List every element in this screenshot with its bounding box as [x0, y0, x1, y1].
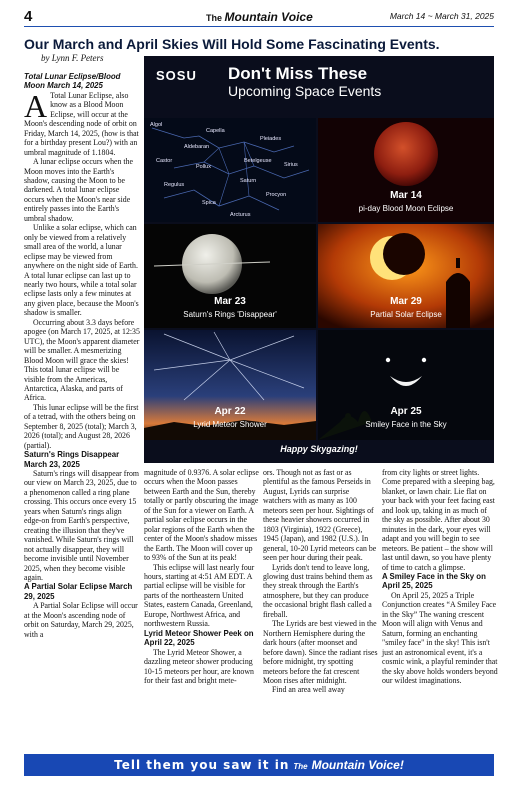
column-3: [263, 468, 379, 695]
footer-banner: [24, 754, 494, 776]
star-label: Betelgeuse: [244, 158, 272, 164]
column-4: [382, 468, 498, 685]
star-label: Aldebaran: [184, 144, 210, 150]
smiley-face-tile: [318, 330, 494, 440]
saturn-heading: Saturn's Rings Disappear March 23, 2025: [24, 450, 120, 469]
column-2: [144, 468, 260, 685]
star-label: Castor: [156, 158, 173, 164]
star-label: Pollux: [196, 164, 211, 170]
partial-paragraph-2: This eclipse will last nearly four hours, starting at 4:51 AM EDT. A partial eclipse will be visible for parts of the northeastern United States, eastern Canada, Greenland, Europe, Northwest Africa, and northwestern Russia.: [144, 562, 255, 629]
banner-mast: Mountain Voice!: [311, 758, 404, 772]
lyrid-paragraph-2: Lyrids don't tend to leave long, glowing dust trains behind them as they streak through the Earth's atmosphere, but they can produce the occasional bright flash called a fireball.: [263, 562, 373, 619]
event-name: Lyrid Meteor Shower: [193, 420, 267, 429]
event-name: pi-day Blood Moon Eclipse: [358, 204, 454, 213]
event-date: Apr 22: [214, 406, 246, 417]
poster-logo: SOSU: [156, 68, 197, 83]
star-label: Procyon: [266, 192, 287, 198]
star-label: Spica: [202, 200, 216, 206]
smiley-heading: A Smiley Face in the Sky on April 25, 2025: [382, 571, 486, 591]
meteor-shower-tile: [144, 330, 316, 440]
masthead: [206, 10, 313, 24]
smiley-paragraph-1: On April 25, 2025 a Triple Conjunction creates “A Smiley Face in the Sky” The waning crescent Moon will align with Venus and Saturn, forming an enchanting "smiley face" in the sky! This isn't just an astronomical event, it's a cosmic wink, a playful reminder that the sky above holds wonders beyond our wildest imaginations.: [382, 590, 498, 685]
star-label: Regulus: [164, 182, 185, 188]
masthead-title: Mountain Voice: [224, 10, 313, 24]
lyrid-paragraph-1: The Lyrid Meteor Shower, a dazzling meteor shower producing 10-15 meteors per hour, are known for their fast and bright mete-: [144, 647, 254, 685]
page-number: 4: [24, 8, 33, 25]
event-name: Saturn's Rings 'Disappear': [183, 310, 277, 319]
event-date: Mar 14: [390, 190, 422, 201]
star-chart-lines: [144, 118, 316, 222]
lyrid-paragraph-4: Find an area well away: [272, 685, 345, 695]
banner-mast-prefix: The: [293, 762, 308, 771]
star-label: Saturn: [240, 178, 257, 184]
column-1: [24, 72, 140, 639]
blood-moon-tile: [318, 118, 494, 222]
star-chart-tile: [144, 118, 316, 222]
star-label: Capella: [206, 128, 225, 134]
lyrid-paragraph-3: The Lyrids are best viewed in the Northern Hemisphere during the dark hours (after moonset and before dawn). Since the radiant rises before midnight, try spotting meteors before the fat crescent Moon rises after midnight.: [263, 619, 378, 685]
poster-footer: Happy Skygazing!: [280, 444, 358, 454]
solar-eclipse-tile: [318, 224, 494, 328]
space-events-poster: [144, 56, 494, 463]
event-date: Mar 29: [390, 296, 422, 307]
star-label: Arcturus: [230, 212, 251, 218]
drop-cap: A: [24, 87, 48, 124]
issue-date: March 14 ~ March 31, 2025: [389, 11, 494, 21]
lunar-paragraph-2: A lunar eclipse occurs when the Moon moves into the Earth's shadow, causing the Moon to be darkened. A total lunar eclipse occurs when the Moon's near side entirely passes into the Earth's umbral shadow.: [24, 157, 133, 223]
lunar-paragraph-1: [24, 87, 140, 157]
lyrid-heading: Lyrid Meteor Shower Peek on April 22, 2025: [144, 628, 254, 648]
banner-text: Tell them you saw it in: [114, 758, 290, 772]
saturn-tile: [144, 224, 316, 328]
lyrid-paragraph-1-continued: ors. Though not as fast or as plentiful as the famous Perseids in August, Lyrids can surprise watchers with as many as 100 meteors seen per hour. Sightings of these heavier showers occurred in 1803 (Virginia), 1922 (Greece), 1945 (Japan), and 1982 (U.S.). In general, 10-20 Lyrid meteors can be seen per hour during their peak.: [263, 468, 377, 563]
page-header: [24, 8, 494, 27]
lunar-paragraph-4: Occurring about 3.3 days before apogee (on March 17, 2025, at 12:35 UTC), the Moon's apparent diameter will be smaller. A mesmerizing Blood Moon will grace the skies! This total lunar eclipse will be visible from the Americas, Antarctica, Alaska, and parts of Africa.: [24, 317, 140, 403]
star-label: Pleiades: [260, 136, 282, 142]
lunar-paragraph-5: This lunar eclipse will be the first of a tetrad, with the others being on September 8, 2025 (total); March 3, 2026 (total); and August 28, 2026 (partial).: [24, 402, 139, 450]
lyrid-paragraph-4-continued: from city lights or street lights. Come prepared with a sleeping bag, blanket, or lawn chair. Lie flat on your back with your feet facing east and look up, taking in as much of the sky as possible. After about 30 minutes in the dark, your eyes will adapt and you will begin to see meteors. Be patient – the show will last until dawn, so you have plenty of time to catch a glimpse.: [382, 468, 495, 572]
partial-paragraph-1-continued: magnitude of 0.9376. A solar eclipse occurs when the Moon passes between Earth and the Sun, thereby totally or partly obscuring the image of the Sun for a viewer on Earth. A partial solar eclipse occurs in the polar regions of the Earth when the center of the Moon's shadow misses the Earth. The Moon will cover up to 93% of the Sun at its peak!: [144, 468, 259, 563]
masthead-prefix: The: [206, 13, 223, 23]
lunar-eclipse-heading: Total Lunar Eclipse/Blood Moon March 14, 2025: [24, 72, 121, 91]
event-name: Smiley Face in the Sky: [365, 420, 447, 429]
partial-paragraph-1: A Partial Solar Eclipse will occur at the Moon's ascending node of orbit on Saturday, March 29, 2025, with a: [24, 601, 138, 639]
partial-eclipse-heading: A Partial Solar Eclipse March 29, 2025: [24, 582, 133, 601]
event-name: Partial Solar Eclipse: [370, 310, 442, 319]
star-label: Sirius: [284, 162, 298, 168]
saturn-paragraph-1: Saturn's rings will disappear from our view on March 23, 2025, due to a phenomenon called a ring plane crossing. This occurs once every 15 years when Saturn's rings align edge-on from Earth's perspective, creating the illusion that they've vanished. While Saturn's rings will not actually disappear, they will become invisible until November 2025, when they become visible again.: [24, 469, 139, 583]
event-date: Mar 23: [214, 296, 246, 307]
lunar-paragraph-1-text: Total Lunar Eclipse, also know as a Blood Moon Eclipse, will occur at the Moon's descending node of orbit on Friday, March 14, 2025, (how is that for a birthday present Lou?) with an umbral magnitude of 1.1804.: [24, 90, 139, 157]
star-label: Algol: [150, 122, 163, 128]
article-byline: by Lynn F. Peters: [41, 53, 104, 63]
article-headline: Our March and April Skies Will Hold Some Fascinating Events.: [24, 36, 440, 52]
poster-subtitle: Upcoming Space Events: [228, 83, 382, 99]
event-date: Apr 25: [390, 406, 422, 417]
poster-title: Don't Miss These: [228, 64, 368, 83]
lunar-paragraph-3: Unlike a solar eclipse, which can only be viewed from a relatively small area of the world, a lunar eclipse may be viewed from anywhere on the night side of Earth. A total lunar eclipse can last up to nearly two hours, while a total solar eclipse lasts only a few minutes at any given place, because the Moon's shadow is smaller.: [24, 223, 139, 318]
